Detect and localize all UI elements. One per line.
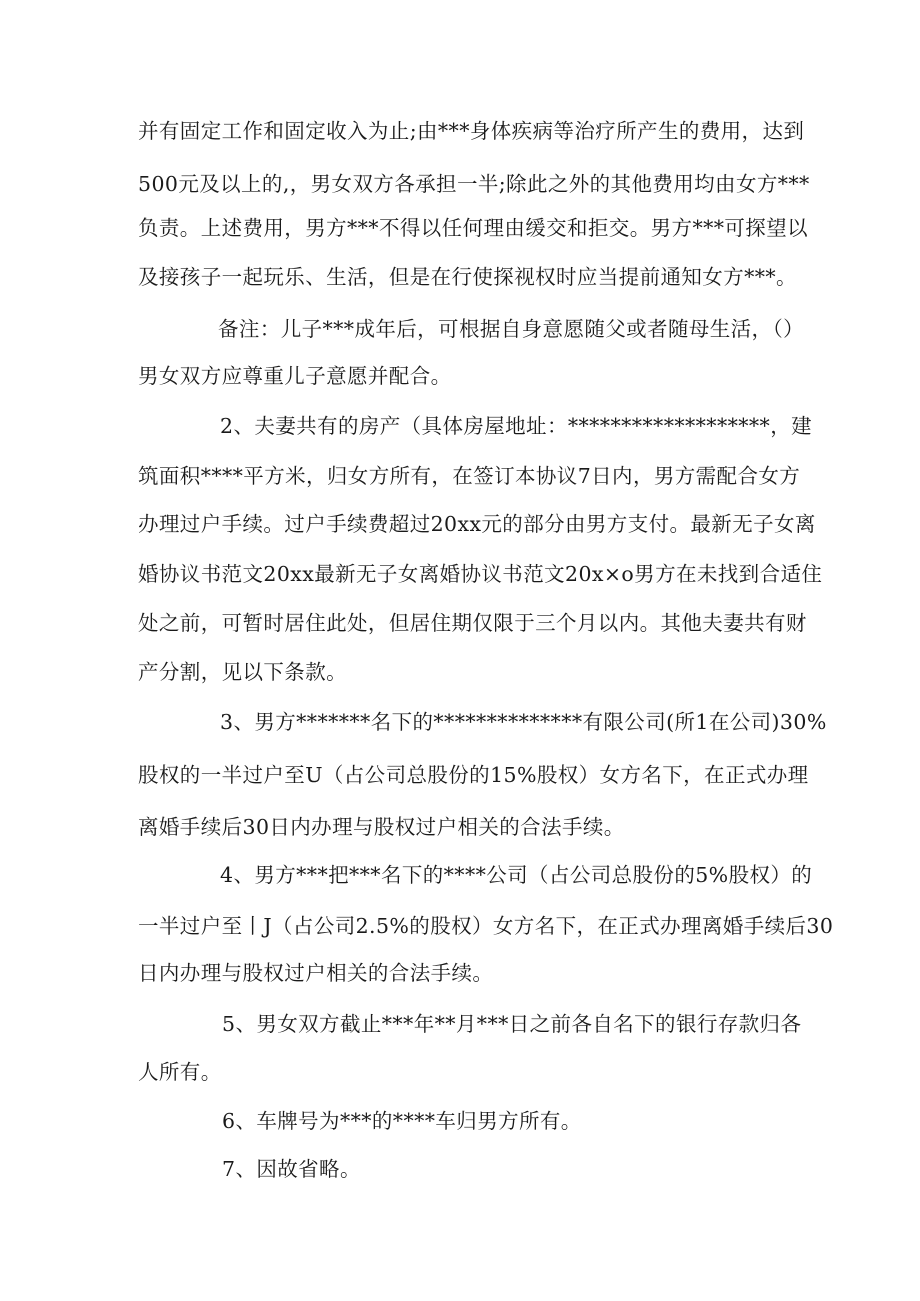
text-line: 4、男方***把***名下的****公司（占公司总股份的5%股权）的: [220, 863, 813, 887]
text-line: 及接孩子一起玩乐、生活，但是在行使探视权时应当提前通知女方***。: [138, 265, 797, 289]
text-line: 500元及以上的,，男女双方各承担一半;除此之外的其他费用均由女方***: [138, 172, 810, 196]
text-line: 备注：儿子***成年后，可根据自身意愿随父或者随母生活，（）: [218, 317, 804, 341]
text-line: 办理过户手续。过户手续费超过20xx元的部分由男方支付。最新无子女离: [138, 512, 816, 536]
text-line: 婚协议书范文20xx最新无子女离婚协议书范文20x×o男方在未找到合适住: [138, 562, 823, 586]
text-line: 男女双方应尊重儿子意愿并配合。: [138, 364, 452, 388]
text-line: 一半过户至丨J（占公司2.5%的股权）女方名下，在正式办理离婚手续后30: [138, 914, 834, 938]
text-line: 2、夫妻共有的房产（具体房屋地址：*******************，建: [220, 414, 812, 438]
text-line: 筑面积****平方米，归女方所有，在签订本协议7日内，男方需配合女方: [138, 464, 801, 488]
text-line: 处之前，可暂时居住此处，但居住期仅限于三个月以内。其他夫妻共有财: [138, 611, 807, 635]
text-line: 股权的一半过户至U（占公司总股份的15%股权）女方名下，在正式办理: [138, 763, 809, 787]
text-line: 7、因故省略。: [222, 1157, 361, 1181]
text-line: 离婚手续后30日内办理与股权过户相关的合法手续。: [138, 815, 625, 839]
text-line: 并有固定工作和固定收入为止;由***身体疾病等治疗所产生的费用，达到: [138, 119, 805, 143]
text-line: 日内办理与股权过户相关的合法手续。: [138, 961, 494, 985]
text-line: 负责。上述费用，男方***不得以任何理由缓交和拒交。男方***可探望以: [138, 216, 808, 240]
text-line: 产分割，见以下条款。: [138, 660, 347, 684]
text-line: 人所有。: [138, 1060, 222, 1084]
text-line: 3、男方*******名下的**************有限公司(所1在公司)30%: [220, 710, 827, 734]
text-line: 5、男女双方截止***年**月***日之前各自名下的银行存款归各: [222, 1012, 802, 1036]
text-line: 6、车牌号为***的****车归男方所有。: [222, 1109, 582, 1133]
